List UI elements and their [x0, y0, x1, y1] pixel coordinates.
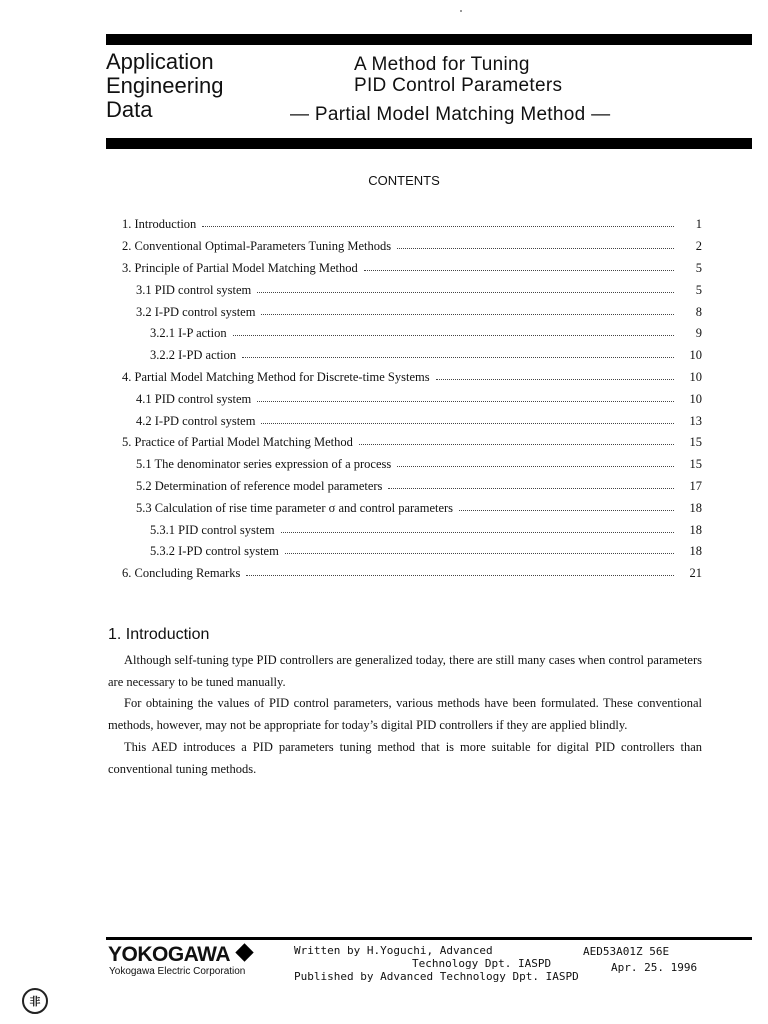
toc-leader-dots — [242, 357, 674, 358]
toc-entry-label: 4.1 PID control system — [136, 391, 252, 406]
toc-entry-page: 10 — [689, 369, 702, 384]
contents-heading: CONTENTS — [368, 173, 440, 188]
header-top-rule — [106, 34, 752, 45]
toc-entry-label: 5.3.2 I-PD control system — [150, 544, 279, 559]
body-paragraph: For obtaining the values of PID control parameters, various methods have been formulated. These conventional methods, however, may not be appropriate for today’s digital PID controllers if they are applied blindly. — [108, 696, 702, 733]
toc-leader-dots — [257, 401, 674, 402]
toc-leader-dots — [397, 466, 674, 467]
header-category-line: Engineering — [106, 73, 224, 98]
toc-leader-dots — [285, 553, 674, 554]
toc-entry — [122, 345, 702, 367]
company-name: Yokogawa Electric Corporation — [109, 966, 246, 977]
body-paragraph: This AED introduces a PID parameters tuning method that is more suitable for digital PID controllers than conventional tuning methods. — [108, 739, 702, 776]
toc-leader-dots — [364, 270, 674, 271]
toc-entry-page: 10 — [689, 348, 702, 363]
toc-entry — [122, 279, 702, 301]
toc-entry — [122, 367, 702, 389]
written-by: Written by H.Yoguchi, Advanced — [294, 944, 493, 957]
toc-entry — [122, 410, 702, 432]
author-info — [294, 944, 579, 983]
footer-rule — [106, 937, 752, 940]
header-category-line: Data — [106, 97, 153, 122]
toc-entry-page: 2 — [695, 239, 702, 254]
toc-leader-dots — [436, 379, 674, 380]
table-of-contents — [122, 214, 702, 585]
toc-leader-dots — [397, 248, 674, 249]
logo-text: YOKOGAWA — [108, 943, 231, 966]
toc-entry-page: 5 — [695, 282, 702, 297]
toc-entry-page: 18 — [689, 522, 702, 537]
yokogawa-logo — [108, 943, 251, 967]
toc-entry — [122, 323, 702, 345]
published-by: Published by Advanced Technology Dpt. IASPD — [294, 970, 579, 983]
toc-leader-dots — [246, 575, 674, 576]
toc-entry-label: 5.3 Calculation of rise time parameter σ and control parameters — [136, 500, 454, 515]
diamond-icon — [235, 943, 253, 961]
toc-leader-dots — [233, 335, 674, 336]
toc-entry — [122, 432, 702, 454]
header-category — [106, 50, 223, 122]
toc-entry-page: 21 — [689, 566, 702, 581]
toc-entry-page: 10 — [689, 391, 702, 406]
toc-leader-dots — [257, 292, 674, 293]
toc-entry-label: 6. Concluding Remarks — [122, 566, 241, 581]
scan-speck — [460, 10, 462, 12]
toc-entry-label: 5. Practice of Partial Model Matching Method — [122, 435, 353, 450]
toc-entry-label: 3.1 PID control system — [136, 282, 252, 297]
title-line-2: PID Control Parameters — [354, 75, 563, 96]
title-subtitle: — Partial Model Matching Method — — [290, 104, 611, 125]
title-line-1: A Method for Tuning — [354, 54, 530, 75]
toc-entry-label: 3.2 I-PD control system — [136, 304, 256, 319]
toc-entry-label: 4. Partial Model Matching Method for Discrete-time Systems — [122, 369, 430, 384]
toc-entry-page: 13 — [689, 413, 702, 428]
author-dept: Technology Dpt. IASPD — [412, 957, 552, 970]
toc-entry-page: 15 — [689, 435, 702, 450]
toc-entry-label: 3. Principle of Partial Model Matching Method — [122, 260, 358, 275]
toc-leader-dots — [359, 444, 674, 445]
toc-entry — [122, 258, 702, 280]
toc-entry — [122, 476, 702, 498]
toc-entry-page: 15 — [689, 457, 702, 472]
toc-entry — [122, 388, 702, 410]
toc-entry — [122, 214, 702, 236]
section-heading: 1. Introduction — [108, 626, 210, 643]
toc-entry — [122, 541, 702, 563]
toc-leader-dots — [261, 314, 674, 315]
toc-leader-dots — [281, 532, 674, 533]
toc-entry-page: 5 — [695, 260, 702, 275]
toc-entry — [122, 563, 702, 585]
toc-leader-dots — [202, 226, 674, 227]
toc-entry-page: 9 — [695, 326, 702, 341]
doc-info — [583, 944, 697, 976]
toc-entry-label: 5.1 The denominator series expression of a process — [136, 457, 392, 472]
toc-entry-page: 17 — [689, 478, 702, 493]
toc-entry-page: 1 — [695, 217, 702, 232]
toc-leader-dots — [459, 510, 674, 511]
toc-entry-label: 1. Introduction — [122, 217, 197, 232]
doc-code: AED53A01Z 56E — [583, 945, 670, 958]
toc-entry-label: 2. Conventional Optimal-Parameters Tuning Methods — [122, 239, 392, 254]
toc-entry — [122, 497, 702, 519]
toc-entry — [122, 454, 702, 476]
toc-entry-page: 18 — [689, 500, 702, 515]
toc-entry-label: 3.2.1 I-P action — [150, 326, 227, 341]
header-bottom-rule — [106, 138, 752, 149]
toc-entry-label: 4.2 I-PD control system — [136, 413, 256, 428]
toc-leader-dots — [388, 488, 674, 489]
toc-leader-dots — [261, 423, 674, 424]
toc-entry — [122, 301, 702, 323]
section-body — [108, 650, 702, 780]
toc-entry-label: 5.3.1 PID control system — [150, 522, 275, 537]
stamp-mark: 非 — [22, 988, 48, 1014]
toc-entry-page: 8 — [695, 304, 702, 319]
header-category-line: Application — [106, 49, 214, 74]
toc-entry-page: 18 — [689, 544, 702, 559]
toc-entry-label: 5.2 Determination of reference model parameters — [136, 478, 383, 493]
toc-entry — [122, 236, 702, 258]
toc-entry — [122, 519, 702, 541]
toc-entry-label: 3.2.2 I-PD action — [150, 348, 237, 363]
body-paragraph: Although self-tuning type PID controllers are generalized today, there are still many cases when control parameters are necessary to be tuned manually. — [108, 653, 702, 689]
doc-date: Apr. 25. 1996 — [611, 961, 698, 974]
